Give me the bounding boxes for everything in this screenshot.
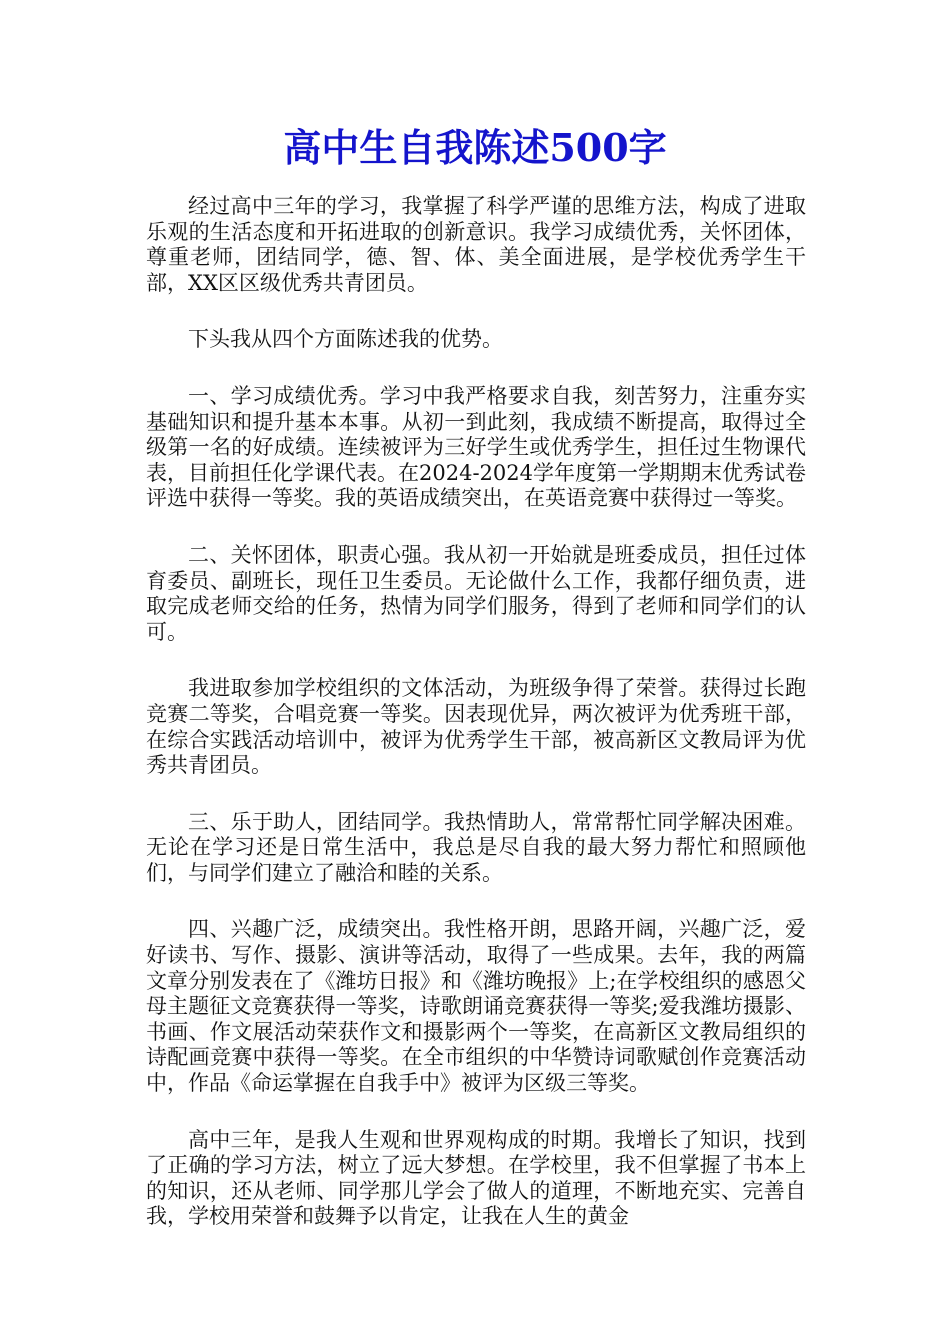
paragraph-interests: 四、兴趣广泛，成绩突出。我性格开朗，思路开阔，兴趣广泛，爱好读书、写作、摄影、演讲等活动，取得了一些成果。去年，我的两篇文章分别发表在了《潍坊日报》和《潍坊晚报》上;在学校组织的感恩父母主题征文竞赛获得一等奖，诗歌朗诵竞赛获得一等奖;爱我潍坊摄影、书画、作文展活动荣获作文和摄影两个一等奖，在高新区文教局组织的诗配画竞赛中获得一等奖。在全市组织的中华赞诗词歌赋创作竞赛活动中，作品《命运掌握在自我手中》被评为区级三等奖。 bbox=[146, 917, 806, 1096]
document-body bbox=[146, 194, 806, 1261]
paragraph-academics: 一、学习成绩优秀。学习中我严格要求自我，刻苦努力，注重夯实基础知识和提升基本本事。从初一到此刻，我成绩不断提高，取得过全级第一名的好成绩。连续被评为三好学生或优秀学生，担任过生物课代表，目前担任化学课代表。在2024-2024学年度第一学期期末优秀试卷评选中获得一等奖。我的英语成绩突出，在英语竞赛中获得过一等奖。 bbox=[146, 383, 806, 511]
paragraph-intro: 经过高中三年的学习，我掌握了科学严谨的思维方法，构成了进取乐观的生活态度和开拓进取的创新意识。我学习成绩优秀，关怀团体，尊重老师，团结同学，德、智、体、美全面进展，是学校优秀学生干部，XX区区级优秀共青团员。 bbox=[146, 194, 806, 295]
paragraph-conclusion: 高中三年，是我人生观和世界观构成的时期。我增长了知识，找到了正确的学习方法，树立了远大梦想。在学校里，我不但掌握了书本上的知识，还从老师、同学那儿学会了做人的道理，不断地充实、完善自我，学校用荣誉和鼓舞予以肯定，让我在人生的黄金 bbox=[146, 1127, 806, 1229]
document-title: 高中生自我陈述500字 bbox=[283, 125, 667, 170]
paragraph-responsibility: 二、关怀团体，职责心强。我从初一开始就是班委成员，担任过体育委员、副班长，现任卫生委员。无论做什么工作，我都仔细负责，进取完成老师交给的任务，热情为同学们服务，得到了老师和同学们的认可。 bbox=[146, 542, 806, 644]
paragraph-overview: 下头我从四个方面陈述我的优势。 bbox=[188, 327, 503, 352]
paragraph-helping-others: 三、乐于助人，团结同学。我热情助人，常常帮忙同学解决困难。无论在学习还是日常生活中，我总是尽自我的最大努力帮忙和照顾他们，与同学们建立了融洽和睦的关系。 bbox=[146, 809, 806, 885]
paragraph-activities: 我进取参加学校组织的文体活动，为班级争得了荣誉。获得过长跑竞赛二等奖，合唱竞赛一等奖。因表现优异，两次被评为优秀班干部，在综合实践活动培训中，被评为优秀学生干部，被高新区文教局评为优秀共青团员。 bbox=[146, 676, 806, 778]
